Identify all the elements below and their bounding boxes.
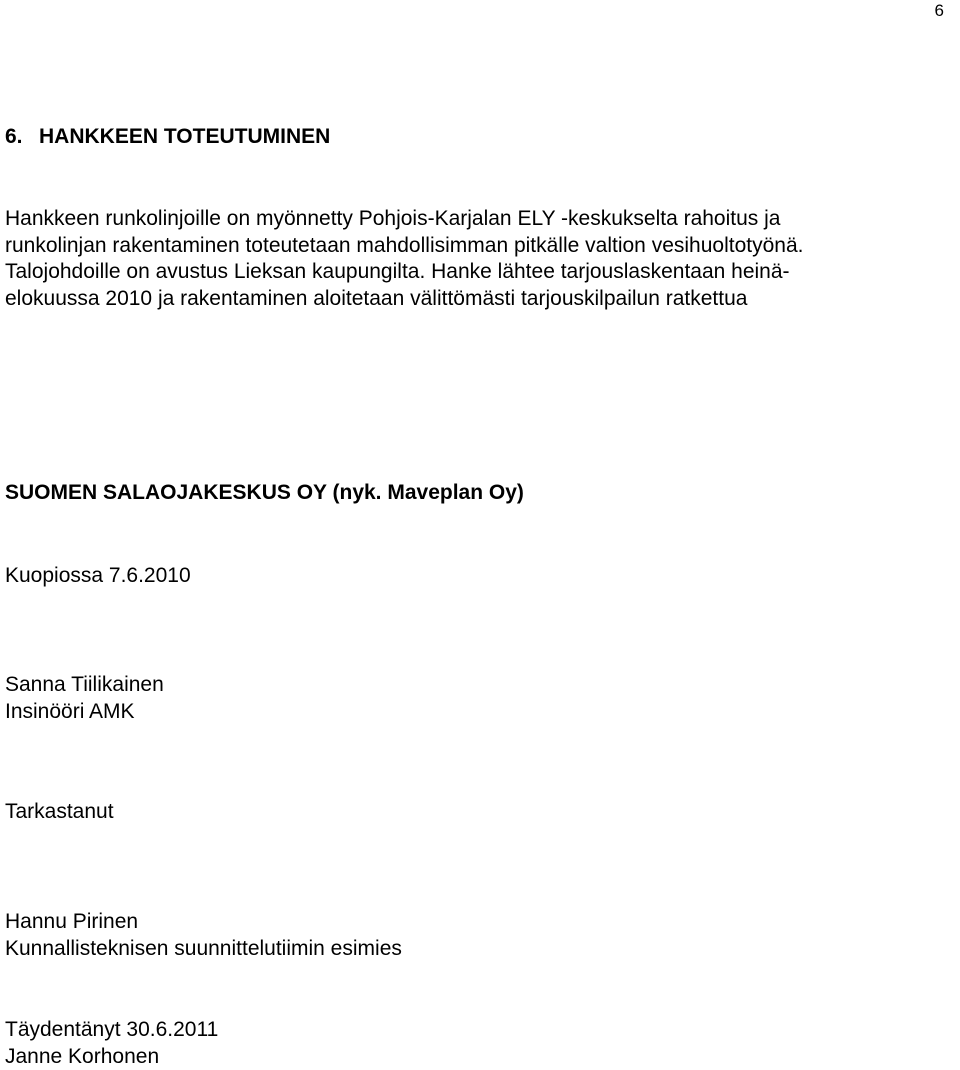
reviewed-label: Tarkastanut	[5, 800, 114, 823]
reviewer-name: Hannu Pirinen	[5, 910, 139, 933]
section-title: HANKKEEN TOTEUTUMINEN	[39, 125, 331, 148]
body-paragraph	[5, 206, 955, 312]
paragraph-line: Talojohdoille on avustus Lieksan kaupungilta. Hanke lähtee tarjouslaskentaan heinä-	[5, 260, 790, 283]
reviewer-title: Kunnallisteknisen suunnittelutiimin esimies	[5, 937, 402, 960]
section-heading	[5, 124, 330, 150]
author-title: Insinööri AMK	[5, 700, 135, 723]
page-number: 6	[934, 1, 944, 20]
author-name: Sanna Tiilikainen	[5, 673, 164, 696]
paragraph-line: Hankkeen runkolinjoille on myönnetty Pohjois-Karjalan ELY -keskukselta rahoitus ja	[5, 207, 781, 230]
paragraph-line: elokuussa 2010 ja rakentaminen aloitetaan välittömästi tarjouskilpailun ratkettua	[5, 286, 748, 310]
section-number: 6.	[5, 125, 23, 148]
place-date: Kuopiossa 7.6.2010	[5, 564, 191, 587]
updated-name: Janne Korhonen	[5, 1045, 160, 1068]
updated-label: Täydentänyt 30.6.2011	[5, 1018, 219, 1041]
paragraph-line: runkolinjan rakentaminen toteutetaan mahdollisimman pitkälle valtion vesihuoltotyönä.	[5, 233, 804, 257]
company-name: SUOMEN SALAOJAKESKUS OY (nyk. Maveplan Oy)	[5, 481, 524, 504]
